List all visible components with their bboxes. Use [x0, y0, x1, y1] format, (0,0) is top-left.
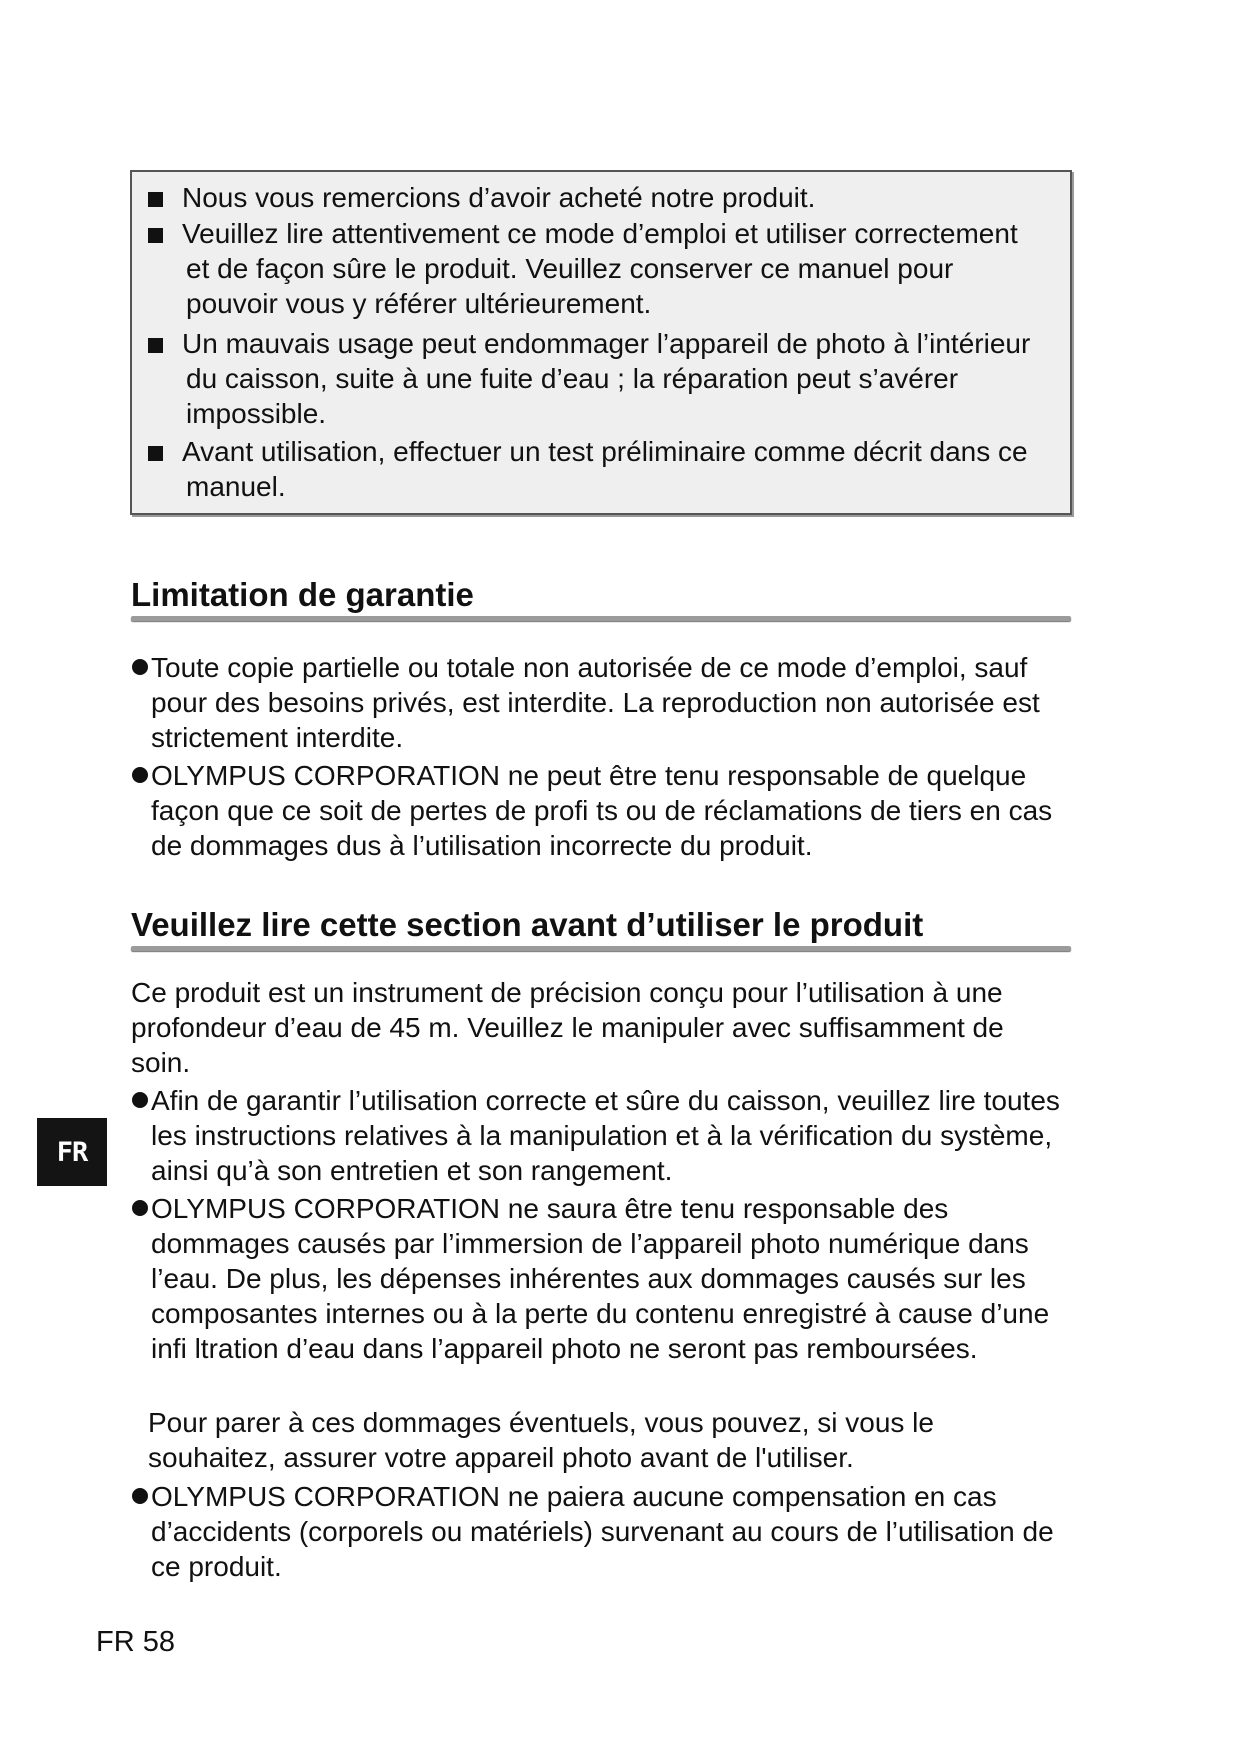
list-item: OLYMPUS CORPORATION ne paiera aucune compensation en cas d’accidents (corporels ou matériels) survenant au cours de l’utilisation de ce produit.	[151, 1479, 1086, 1584]
notice-item: Un mauvais usage peut endommager l’appareil de photo à l’intérieur du caisson, suite à une fuite d’eau ; la réparation peut s’avérer impossible.	[182, 326, 1032, 431]
heading-rule	[131, 946, 1071, 951]
round-bullet-icon	[132, 659, 148, 675]
round-bullet-icon	[132, 767, 148, 783]
notice-item: Veuillez lire attentivement ce mode d’emploi et utiliser correctement et de façon sûre le produit. Veuillez conserver ce manuel pour pouvoir vous y référer ultérieurement.	[182, 216, 1032, 321]
square-bullet-icon	[148, 192, 163, 207]
notice-item: Nous vous remercions d’avoir acheté notre produit.	[182, 180, 1032, 215]
list-item: Toute copie partielle ou totale non autorisée de ce mode d’emploi, sauf pour des besoins privés, est interdite. La reproduction non autorisée est strictement interdite.	[151, 650, 1086, 755]
square-bullet-icon	[148, 446, 163, 461]
notice-box	[130, 170, 1072, 515]
list-item: OLYMPUS CORPORATION ne peut être tenu responsable de quelque façon que ce soit de pertes de profi ts ou de réclamations de tiers en cas de dommages dus à l’utilisation incorrecte du produit.	[151, 758, 1086, 863]
square-bullet-icon	[148, 338, 163, 353]
section-intro: Ce produit est un instrument de précision conçu pour l’utilisation à une profondeur d’eau de 45 m. Veuillez le manipuler avec suffisamment de soin.	[131, 977, 1004, 1078]
list-item: OLYMPUS CORPORATION ne saura être tenu responsable des dommages causés par l’immersion de l’appareil photo numérique dans l’eau. De plus, les dépenses inhérentes aux dommages causés sur les composantes internes ou à la perte du contenu enregistré à cause d’une infi ltration d’eau dans l’appareil photo ne seront pas remboursées.	[151, 1191, 1086, 1366]
section-heading-warranty: Limitation de garantie	[131, 576, 474, 613]
round-bullet-icon	[132, 1092, 148, 1108]
list-item: Afin de garantir l’utilisation correcte et sûre du caisson, veuillez lire toutes les instructions relatives à la manipulation et à la vérification du système, ainsi qu’à son entretien et son rangement.	[151, 1083, 1086, 1188]
round-bullet-icon	[132, 1488, 148, 1504]
section-heading-read-before-use: Veuillez lire cette section avant d’utiliser le produit	[131, 906, 924, 943]
notice-item: Avant utilisation, effectuer un test préliminaire comme décrit dans ce manuel.	[182, 434, 1032, 504]
insurance-note: Pour parer à ces dommages éventuels, vous pouvez, si vous le souhaitez, assurer votre appareil photo avant de l'utiliser.	[148, 1407, 934, 1473]
heading-rule	[131, 616, 1071, 621]
round-bullet-icon	[132, 1200, 148, 1216]
page-number: FR 58	[96, 1626, 175, 1658]
square-bullet-icon	[148, 228, 163, 243]
language-tab: FR	[37, 1118, 107, 1186]
